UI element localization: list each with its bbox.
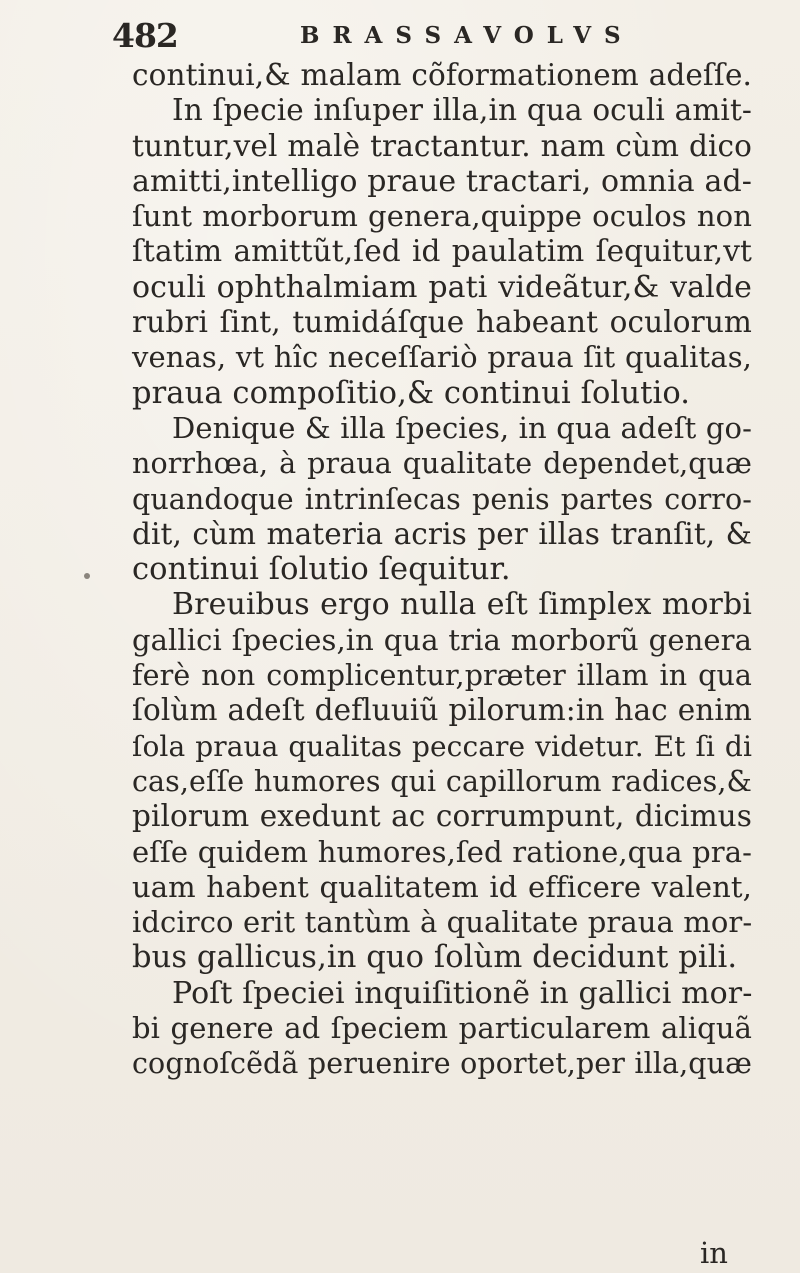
- text-line: cognoſcẽdã peruenire oportet,per illa,quæ: [132, 1047, 752, 1081]
- text-line: amitti,intelligo praue tractari, omnia ad-: [132, 163, 752, 199]
- text-line: rubri ſint, tumidáſque habeant oculorum: [132, 305, 752, 340]
- text-line: norrhœa, à praua qualitate dependet,quæ: [132, 447, 752, 481]
- text-line: praua compoſitio,& continui ſolutio.: [132, 375, 691, 411]
- text-line: Breuibus ergo nulla eſt ſimplex morbi: [172, 587, 752, 623]
- margin-dot-mark: [84, 573, 90, 579]
- body-text: [132, 58, 752, 1082]
- text-line: bi genere ad ſpeciem particularem aliquã: [132, 1011, 752, 1046]
- text-line: gallici ſpecies,in qua tria morborũ genera: [132, 622, 752, 657]
- catchword: in: [700, 1236, 728, 1270]
- text-line: In ſpecie inſuper illa,in qua oculi amit-: [172, 93, 752, 128]
- text-line: Denique & illa ſpecies, in qua adeſt go-: [172, 410, 752, 445]
- text-line: venas, vt hîc neceſſariò praua ſit qualitas,: [132, 340, 752, 375]
- text-line: ſolùm adeſt defluuiũ pilorum:in hac enim: [132, 693, 752, 728]
- text-line: bus gallicus,in quo ſolùm decidunt pili.: [132, 940, 738, 976]
- text-line: idcirco erit tantùm à qualitate praua mor-: [132, 905, 753, 940]
- text-line: quandoque intrinſecas penis partes corro-: [132, 482, 752, 516]
- text-line: uam habent qualitatem id efficere valent,: [132, 869, 752, 904]
- page-number: 482: [112, 16, 178, 55]
- text-line: ſtatim amittũt,ſed id paulatim ſequitur,vt: [132, 234, 752, 269]
- text-line: ſola praua qualitas peccare videtur. Et ſi di: [132, 729, 752, 763]
- text-line: continui ſolutio ſequitur.: [132, 552, 511, 588]
- running-head: BRASSAVOLVS: [300, 22, 634, 49]
- text-line: ſunt morborum genera,quippe oculos non: [132, 199, 752, 234]
- text-line: ferè non complicentur,præter illam in qua: [132, 659, 752, 693]
- text-line: tuntur,vel malè tractantur. nam cùm dico: [132, 128, 752, 163]
- page-header: [112, 16, 732, 56]
- text-line: pilorum exedunt ac corrumpunt, dicimus: [132, 799, 752, 834]
- text-line: Poſt ſpeciei inquiſitionẽ in gallici mor-: [172, 975, 753, 1011]
- text-line: continui,& malam cõformationem adeſſe.: [132, 58, 752, 92]
- text-line: dit, cùm materia acris per illas tranſit, &: [132, 516, 752, 551]
- text-line: eſſe quidem humores,ſed ratione,qua pra-: [132, 834, 752, 869]
- text-line: oculi ophthalmiam pati videãtur,& valde: [132, 269, 752, 305]
- text-line: cas,eſſe humores qui capillorum radices,&: [132, 764, 752, 798]
